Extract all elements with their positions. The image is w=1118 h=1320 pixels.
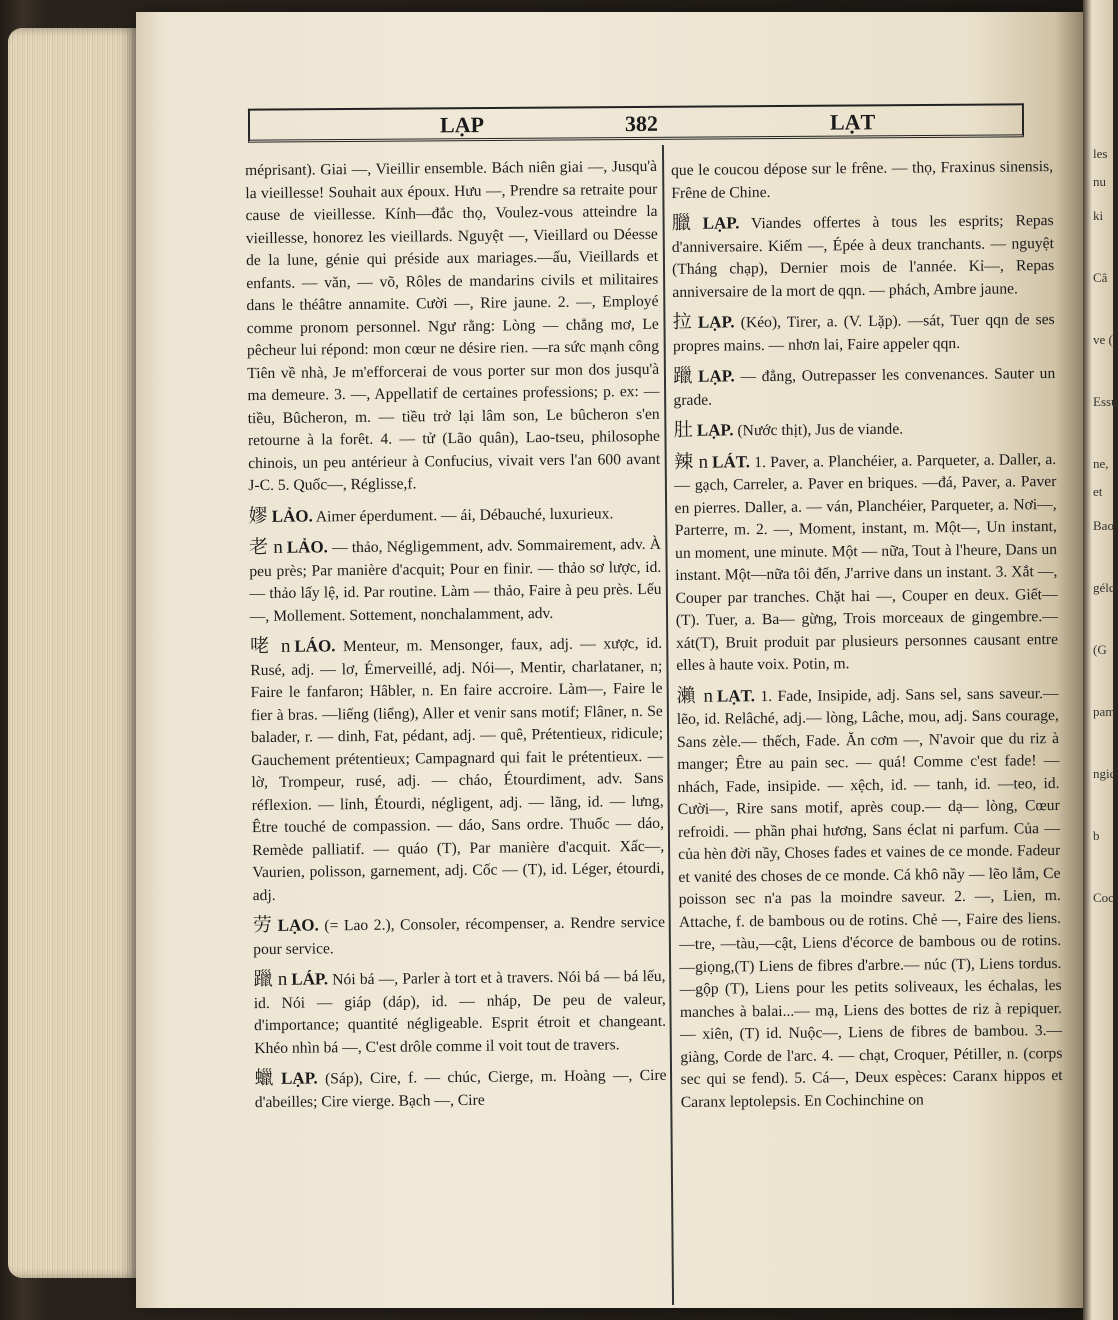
dictionary-entry [673, 308, 1055, 358]
facing-page-fragment: gélc [1093, 580, 1115, 595]
facing-page-fragment: ki [1093, 208, 1104, 223]
facing-page-fragment: pam [1093, 704, 1116, 719]
facing-page-fragment: Câ [1093, 270, 1108, 285]
chinese-character: 嫪 [248, 505, 268, 527]
chinese-character: 拉 [672, 311, 695, 334]
header-left-word: LẠP [439, 112, 485, 138]
chinese-character: 瀨 n [676, 685, 714, 707]
running-header [248, 103, 1024, 142]
headword: LẠP. [702, 213, 740, 233]
chinese-character: 蠟 [254, 1067, 278, 1090]
definition-text: Viandes offertes à tous les esprits; Repas d'anniversaire. Kiếm —, Épée à deux tranchants. — nguyệt (Tháng chạp), Dernier mois de l'année. Kỉ—, Repas anniversaire de la mort de qqn. — phách, Ambre jaune. [671, 212, 1055, 301]
definition-text: (= Lao 2.), Consoler, récompenser, a. Rendre service pour service. [253, 913, 666, 958]
facing-page-fragment: (G [1093, 642, 1107, 657]
definition-text: — đẳng, Outrepasser les convenances. Sauter un grade. [673, 365, 1056, 409]
chinese-character: 臘 [671, 212, 699, 235]
facing-page-fragment: les nu [1093, 146, 1108, 189]
headword: LẠO. [277, 915, 319, 935]
dictionary-entry [250, 632, 665, 907]
headword: LẠP. [280, 1068, 318, 1088]
facing-page-fragment: ne, et [1093, 456, 1109, 499]
dictionary-entry [674, 448, 1058, 678]
definition-text: 1. Fade, Insipide, adj. Sans sel, sans saveur.— lẽo, id. Relâché, adj.— lòng, Lâche, mou, adj. Sans courage, Sans zèle.— thếch, Fade. Ăn cơm —, N'avoir que du riz à manger; Être au pain sec. — quá! Comme c'est fade! — nhách, Fade, insipide. — xệch, id. — tanh, id. —teo, id. Cười—, Rire sans motif, après coup.— dạ— lòng, Cœur refroidi. — phần phai hương, Sans éclat ni parfum. Của — của hèn đời nầy, Choses fades et vaines de ce monde. Fadeur et vanité des choses de ce monde. Cá khô nầy — lẽo lắm, Ce poisson sec n'a pas la moindre saveur. 2. —, Lien, m. Attache, f. de bambous ou de rotins. Chẻ —, Faire des liens. —tre, —tàu,—cật, Liens d'écorce de bambous ou de rotins. —giọng,(T) Liens de fibres d'arbre.— núc (T), Liens tordus. —gộp (T), Liens pour les petits soliveaux, les échalas, les manches à balai...— mạ, Liens des bottes de riz à repiquer. — xiên, (T) id. Nuộc—, Liens de fibres de bambou. 3.—giàng, Corde de l'arc. 4. — chạt, Croquer, Pétiller, n. (corps sec qui se fend). 5. Cá—, Deux espèces: Caranx hippos et Caranx leptolepsis. En Cochinchine on [676, 684, 1063, 1111]
dictionary-entry [672, 209, 1055, 304]
headword: LẠP. [696, 420, 734, 440]
definition-text: Nói bá —, Parler à tort et à travers. Nói bá — bá lếu, id. Nói — giáp (dáp), id. — nháp, De peu de valeur, d'importance; quantité négligeable. Esprit étroit et changeant. Khéo nhìn bá —, C'est drôle comme il voit tout de travers. [253, 967, 667, 1057]
definition-text: Menteur, m. Mensonger, faux, adj. — xược, id. Rusé, adj. — lơ, Émerveillé, adj. Nói—, Mentir, charlataner, n; Faire le fanfaron; Hâbler, n. En faire accroire. Làm—, Faire le fier à bras. —liếng (liểng), Aller et venir sans motif; Flâner, n. Se balader, r. — dinh, Fat, pédant, adj. — quê, Prétentieux, ridicule; Gauchement prétentieux; Campagnard qui fait le prétentieux. — lờ, Trompeur, rusé, adj. — cháo, Étourdiment, adv. Sans réflexion. — lỉnh, Étourdi, négligent, adj. — lãng, id. — lưng, Être touché de compassion. — dáo, Sans ordre. Thuốc — dáo, Remède palliatif. — quáo (T), Par manière d'acquit. Xấc—, Vaurien, polisson, garnement, adj. Cốc — (T), id. Léger, étourdi, adj. [250, 634, 665, 904]
definition-text: Aimer éperdument. — ái, Débauché, luxurieux. [315, 504, 614, 525]
dictionary-entry [249, 501, 661, 529]
chinese-character: 肚 [673, 419, 693, 442]
dictionary-entry [253, 965, 666, 1060]
definition-text: (Sáp), Cire, f. — chúc, Cierge, m. Hoàng —, Cire d'abeilles; Cire vierge. Bạch —, Cire [254, 1066, 667, 1111]
definition-text: 1. Paver, a. Planchéier, a. Parqueter, a. Daller, a. — gạch, Carreler, a. Paver en briques. —đá, Paver, a. Paver en pierres. Daller, a. — ván, Planchéier, Parqueter, a. Nơi—, Parterre, m. 2. —, Moment, instant, m. Một—, Un instant, un moment, une minute. Một — nữa, Tout à l'heure, Dans un instant. Một—nữa tôi đến, J'arrive dans un instant. 3. Xắt —, Couper par tranches. Chặt hai —, Couper en deux. Giết—(T). Tuer, a. Ba— gừng, Trois morceaux de gingembre.—xát(T), Bruit produit par plusieurs personnes causant entre elles à haute voix. Potin, m. [674, 450, 1059, 674]
headword: LẢO. [271, 505, 313, 526]
dictionary-entry [676, 681, 1062, 1113]
dictionary-entry [673, 362, 1055, 412]
headword: LÁP. [291, 969, 329, 989]
definition-text: que le coucou dépose sur le frêne. — thọ, Fraxinus sinensis, Frêne de Chine. [670, 158, 1054, 202]
left-column [245, 156, 667, 1122]
book-page-edges [8, 28, 138, 1278]
dictionary-entry [674, 416, 1056, 443]
headword: LÁT. [711, 451, 751, 472]
headword: LẠT. [716, 685, 756, 706]
facing-page-fragment: ve ( [1093, 332, 1113, 347]
chinese-character: 辣 n [674, 451, 709, 473]
chinese-character: 劳 [252, 914, 274, 937]
facing-page-edge [1083, 0, 1118, 1320]
dictionary-entry [253, 911, 665, 961]
right-column [671, 156, 1063, 1122]
header-right-word: LẠT [829, 109, 876, 135]
headword: LẢO. [286, 537, 328, 557]
facing-page-fragment: b [1093, 828, 1100, 843]
facing-page-fragment: Coc [1093, 890, 1114, 905]
dictionary-entry [254, 1064, 666, 1114]
headword: LẠP. [697, 312, 735, 332]
chinese-character: 咾 n [249, 635, 291, 658]
chinese-character: 躐 n [253, 968, 288, 991]
definition-text: (Nước thịt), Jus de viande. [737, 420, 904, 440]
definition-text: méprisant). Giai —, Vieillir ensemble. Bách niên giai —, Jusqu'à la vieillesse! Souhait aux époux. Hưu —, Prendre sa retraite pour cause de vieillesse. Kính—đắc thọ, Voulez-vous atteindre la vieillesse, honorez les vieillards. Nguyệt —, Vieillard ou Déesse de la lune, génie qui préside aux mariages.—ấu, Vieillards et enfants. — văn, — võ, Rôles de mandarins civils et militaires dans le théâtre annamite. Cười —, Rire jaune. 2. —, Employé comme pronom personnel. Ngư rằng: Lòng — chẳng mơ, Le pêcheur lui répond: mon cœur ne désire rien. —ra sức mạnh công Tiên về nhà, Je m'efforcerai de vous porter sur mon dos jusqu'à ma demeure. 3. —, Appellatif de certaines professions; p. ex: — tiều, Bûcheron, m. — tiều trở lại lâm son, Le bûcheron s'en retourne à la forêt. 4. — tử (Lão quân), Lao-tseu, philosophe chinois, un peu antérieur à Confucius, vivait vers l'an 600 avant J-C. 5. Quốc—, Réglisse,f. [244, 157, 661, 495]
continued-entry-text [671, 156, 1053, 205]
page-number: 382 [624, 110, 659, 137]
dictionary-entry [249, 533, 662, 628]
headword: LẠP. [697, 366, 735, 386]
facing-page-fragment: Bao [1093, 518, 1114, 533]
definition-text: — thảo, Négligemment, adv. Sommairement, adv. À peu près; Par manière d'acquit; Pour en finir. — thảo sơ lược, id. — thảo lấy lệ, id. Par routine. Làm — thảo, Faire à peu près. Lếu —, Mollement. Sottement, nonchalamment, adv. [249, 535, 662, 625]
facing-page-fragment: Essu [1093, 394, 1118, 409]
headword: LÁO. [294, 636, 336, 656]
chinese-character: 老 n [248, 536, 283, 559]
definition-text: (Kéo), Tirer, a. (V. Lặp). —sát, Tuer qqn de ses propres mains. — nhơn lai, Faire appeler qqn. [672, 311, 1055, 355]
continued-entry-text [245, 156, 661, 498]
chinese-character: 躐 [673, 365, 695, 388]
facing-page-fragment: ngic [1093, 766, 1116, 781]
